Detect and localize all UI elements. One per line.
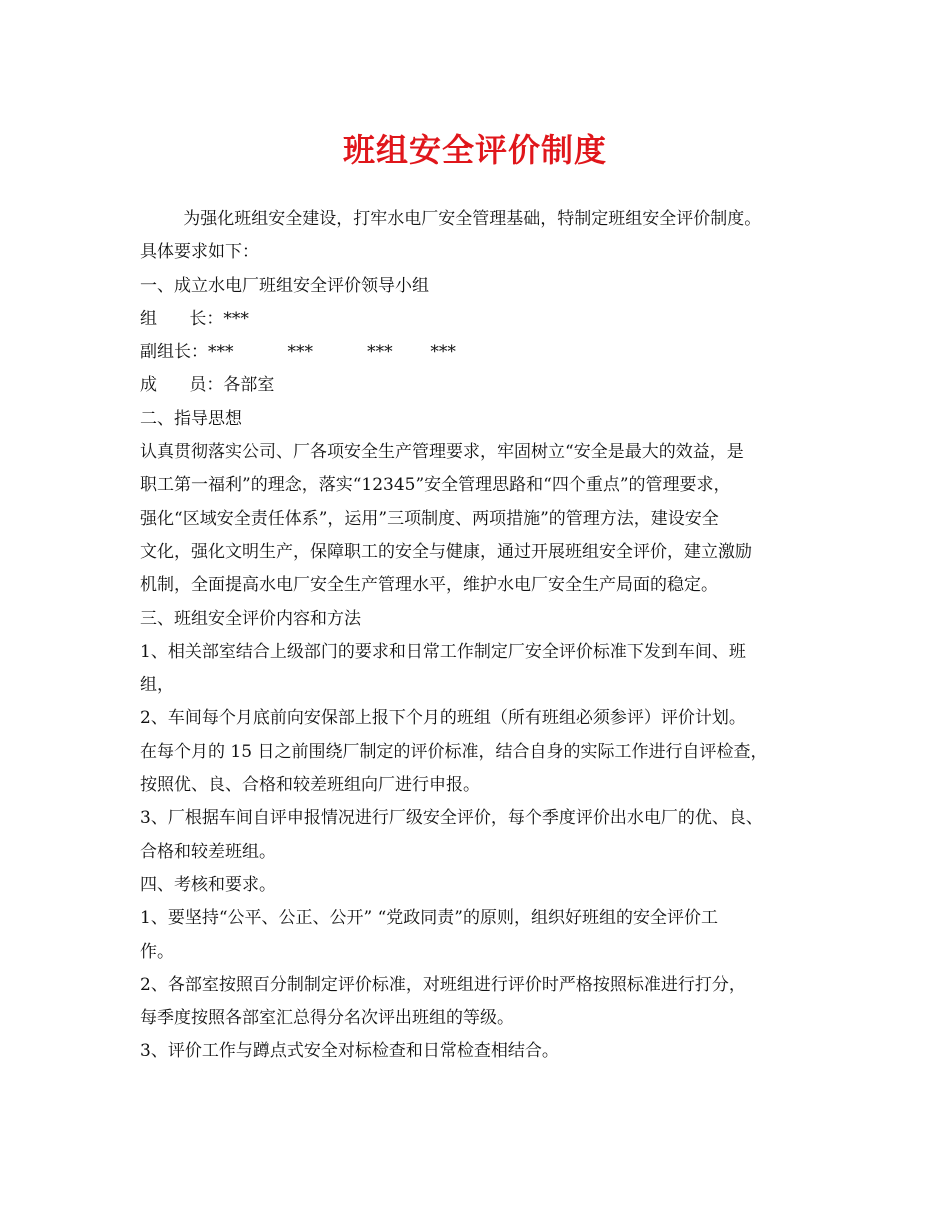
body-line: 1、要坚持“公平、公正、公开” “党政同责”的原则，组织好班组的安全评价工 <box>140 908 718 929</box>
body-line: 合格和较差班组。 <box>140 841 276 862</box>
section-heading: 二、指导思想 <box>140 408 242 429</box>
body-line: 组 长：*** <box>140 308 249 329</box>
section-heading: 四、考核和要求。 <box>140 874 276 895</box>
document-title: 班组安全评价制度 <box>342 131 607 169</box>
body-line: 作。 <box>140 941 174 962</box>
body-line: 在每个月的 15 日之前围绕厂制定的评价标准，结合自身的实际工作进行自评检查， <box>140 741 768 762</box>
section-heading: 三、班组安全评价内容和方法 <box>140 608 361 629</box>
body-line: 职工第一福利”的理念，落实“12345”安全管理思路和“四个重点”的管理要求， <box>140 475 731 496</box>
body-line: 2、车间每个月底前向安保部上报下个月的班组（所有班组必须参评）评价计划。 <box>140 708 746 729</box>
body-line: 为强化班组安全建设，打牢水电厂安全管理基础，特制定班组安全评价制度。 <box>140 209 762 229</box>
body-line: 组， <box>140 675 174 696</box>
body-line: 按照优、良、合格和较差班组向厂进行申报。 <box>140 775 480 796</box>
body-line: 2、各部室按照百分制制定评价标准，对班组进行评价时严格按照标准进行打分， <box>140 974 746 995</box>
body-line: 3、厂根据车间自评申报情况进行厂级安全评价，每个季度评价出水电厂的优、良、 <box>140 808 763 829</box>
body-line: 认真贯彻落实公司、厂各项安全生产管理要求，牢固树立“安全是最大的效益，是 <box>140 442 744 463</box>
body-line: 每季度按照各部室汇总得分名次评出班组的等级。 <box>140 1008 514 1029</box>
body-line: 1、相关部室结合上级部门的要求和日常工作制定厂安全评价标准下发到车间、班 <box>140 641 746 662</box>
body-line: 具体要求如下： <box>140 242 259 263</box>
body-line: 副组长：*** *** *** *** <box>140 342 456 363</box>
body-line: 文化，强化文明生产，保障职工的安全与健康，通过开展班组安全评价，建立激励 <box>140 541 752 562</box>
body-line: 强化“区域安全责任体系”，运用”三项制度、两项措施”的管理方法，建设安全 <box>140 508 719 529</box>
body-line: 3、评价工作与蹲点式安全对标检查和日常检查相结合。 <box>140 1041 559 1062</box>
section-heading: 一、成立水电厂班组安全评价领导小组 <box>140 275 429 296</box>
document-body <box>140 203 830 1069</box>
body-line: 机制，全面提高水电厂安全生产管理水平，维护水电厂安全生产局面的稳定。 <box>140 575 718 596</box>
body-line: 成 员：各部室 <box>140 375 275 396</box>
